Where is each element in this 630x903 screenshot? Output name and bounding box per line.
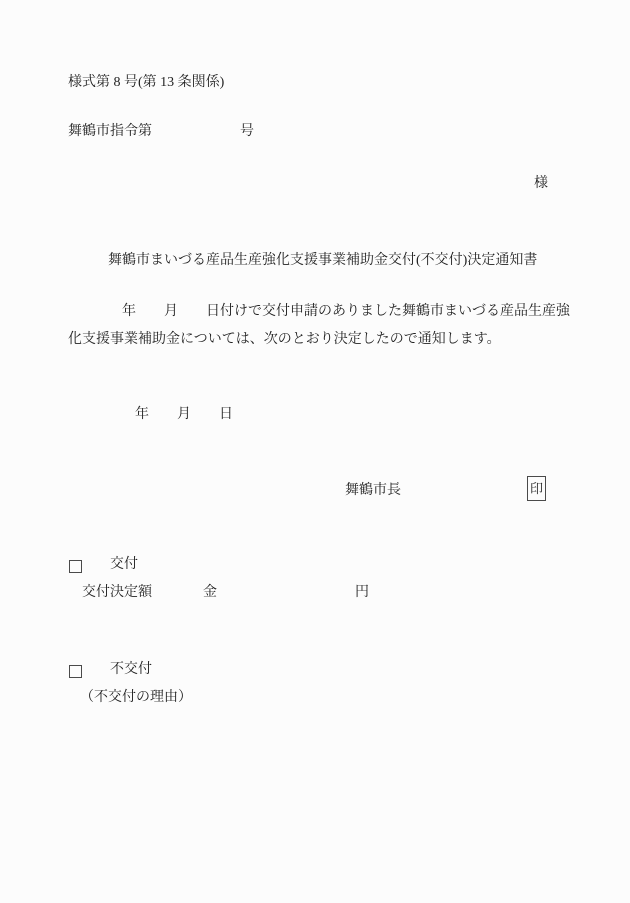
grant-amount-currency-prefix: 金 [203, 585, 217, 600]
date-line: 年 月 日 [135, 407, 233, 422]
directive-number-suffix: 号 [240, 124, 254, 139]
seal-box [527, 476, 546, 501]
body-line-1: 年 月 日付けで交付申請のありました舞鶴市まいづる産品生産強 [122, 304, 570, 319]
grant-amount-currency-suffix: 円 [355, 585, 369, 600]
body-line-2: 化支援事業補助金については、次のとおり決定したので通知します。 [68, 332, 501, 347]
addressee-honorific: 様 [534, 176, 548, 191]
no-grant-reason-label: （不交付の理由） [80, 690, 192, 705]
no-grant-checkbox [69, 665, 82, 678]
seal-label: 印 [529, 481, 543, 496]
no-grant-checkbox-label: 不交付 [110, 662, 152, 677]
grant-checkbox-label: 交付 [110, 557, 138, 572]
document-title: 舞鶴市まいづる産品生産強化支援事業補助金交付(不交付)決定通知書 [108, 253, 538, 268]
form-number: 様式第 8 号(第 13 条関係) [68, 75, 225, 90]
mayor-label: 舞鶴市長 [345, 483, 401, 498]
grant-amount-label: 交付決定額 [82, 585, 152, 600]
directive-number-prefix: 舞鶴市指令第 [68, 124, 152, 139]
grant-checkbox [69, 560, 82, 573]
